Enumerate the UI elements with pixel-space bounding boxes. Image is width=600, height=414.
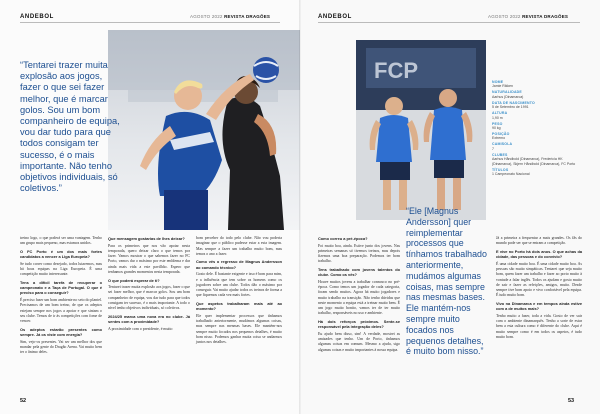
info-label: CLUBES — [492, 152, 508, 157]
issue-label — [488, 14, 568, 19]
issue-prefix: AGOSTO 2022 — [488, 14, 521, 19]
pull-quote: “Tentarei trazer muita explosão aos jogos, fazer o que sei fazer melhor, que é marcar golos. Sou um bom companheiro de equipa, vou dar tudo para que todos consigam ter sucesso, é o mais importante. Não tenho objetivos individuais, só coletivos.” — [20, 60, 120, 194]
section-brand: ANDEBOL — [318, 14, 352, 20]
question: Que aspetos trabalharam mais até ao momento? — [196, 300, 282, 312]
text-column-3 — [196, 236, 282, 348]
header-rule — [20, 22, 280, 23]
match-photo-graphic — [108, 30, 300, 230]
question: O que poderá esperar de ti? — [108, 277, 160, 283]
info-label: NATURALIDADE — [492, 90, 522, 95]
training-photo-graphic — [356, 40, 486, 220]
paragraph: É preciso fazer um bom ambiente no seio do plantel. Precisamos de um bom treino, de que os adeptos estejam sempre nos jogos a apoiar e que sintam o seu clube. Temos de ir às competições com fome de vencer. — [20, 298, 102, 324]
issue-name: REVISTA DRAGÕES — [522, 14, 569, 19]
paragraph: Houve muitos jovens a trabalhar connosco no pré-época. Como temos um jogador de cada categoria, foram sendo muitos. Agora há muito jogadores e muito trabalho na transição. Não tenho dúvidas que neste momento a equipa está a treinar muito bem. É um jogo muito bonito, vamos ter de ter muito trabalho, responsáveis no uso e ambiente. — [318, 279, 400, 316]
info-label: PESO — [492, 121, 503, 126]
info-value: 7 — [492, 146, 494, 151]
info-label: NOME — [492, 80, 504, 84]
paragraph: treino logo, o que poderá ser uma vantagem. Tenho um grupo mais pequeno, mas estamos unidos. — [20, 236, 102, 246]
paragraph: Ele quer implementar processos que tínhamos trabalhado anteriormente, mudámos algumas coisas, mas sempre nas mesmas bases. Ele mantém-nos sempre muito focados nos pequenos detalhes, é muito bom nisso. Podemos ganhar muita coisa se andarmos juntos nos detalhes. — [196, 313, 282, 345]
paragraph: bom perceber do todo pelo clube. Não vou poderia imaginar que o público pudesse estar a esta imagem. Mas sempre a fazer um trabalho muito bom, mas temos o ano a fazer. — [196, 236, 282, 256]
paragraph: Para os primeiros que nos vão apoiar nesta temporada, quero deixar claro o que temos por fazer. Vamos mostrar o que sabemos fazer no FC Porto, vamos dar o máximo por este emblema e dar ainda mais vida a este pavilhão. Espero que tenhamos grandes momentos nesta temporada. — [108, 243, 190, 274]
info-label: POSIÇÃO — [492, 132, 510, 137]
info-value: Jamie Rikken — [492, 84, 514, 89]
info-label: TÍTULOS — [492, 167, 509, 172]
text-column-1 — [318, 236, 400, 355]
match-photo — [108, 30, 300, 230]
paragraph: Gosto dele. É bastante exigente e isso é bom para mim, e a influência que tem sobre os homens como os jogadores sobre um clube. Todos dão o máximo por conseguir. Vai muito ajudar todos os treinos de forma a que fiquemos cada vez mais fortes. — [196, 272, 283, 298]
info-value: 1 Campeonato Nacional — [492, 172, 530, 177]
question: 2024/25 marca uma nova era no clube. Já sentes com a proximidade? — [108, 313, 190, 325]
info-label: CAMISOLA — [492, 142, 513, 147]
question: O FC Porto é um dos mais fortes candidatos a vencer a Liga Europeia? — [20, 248, 102, 260]
info-value: Extremo — [492, 136, 506, 141]
paragraph: A proximidade com o presidente, é muito — [108, 326, 173, 331]
player-infobox — [492, 80, 580, 178]
paragraph: Tenho muito a fazer, toda a vida. Gosto de ver sair com o ambiente dinamarquês. Tenho a sorte de estar bem a esta cultura como é diferente do clube. Aqui é muito sempre como é em todos os aspetos, é tudo muito bom. — [496, 313, 582, 339]
info-value: 5 de Setembro de 1991 — [492, 105, 529, 110]
info-label: DATA DE NASCIMENTO — [492, 100, 535, 105]
question: E vive no Porto há dois anos. O que achas da cidade, das pessoas e do convívio? — [496, 248, 582, 260]
question: Vivo na Dinamarca e em tempos ainda estive com a de muitos mais? — [496, 300, 582, 312]
question: Que mensagem gostarias de lhes deixar? — [108, 236, 185, 241]
header-rule — [318, 22, 580, 23]
page-number-left: 52 — [20, 398, 27, 404]
paragraph: É uma cidade muito boa. É uma cidade muito boa. As pessoas são muito simpáticas. Tentarei que seja muito bom, quem fazer um trabalho e fazer ao porto muito à vontade a falar inglês. Todos os ajudam e gosto muito de sair e fazer as refeições, amigos, muito. Desde sempre tive bom apoio e vivo confortável pela equipa. É tudo muito bom. — [496, 261, 582, 298]
question: Como correu a pré-época? — [318, 236, 368, 241]
page-number-right: 53 — [568, 398, 575, 404]
info-value: Aarhus (Dinamarca) — [492, 94, 524, 99]
paragraph: Sim, vejo-os presentes. Vai ser um melhor dos que mandar pela gente do Dragão Arena. Vai muito bem ter o ânimo deles. — [20, 339, 102, 355]
paragraph: Eu ajudo bem disso, sim! A verdade, mostrei as amizades que tenho. Um de Porto, tínhamos algumas coisas em comum. Mesmo a ajuda, sigo algumas coisas e muito importantes à nossa equipa. — [318, 331, 400, 352]
text-column-3 — [496, 236, 582, 342]
paragraph: Tentarei trazer muita explosão aos jogos, fazer o que sei fazer melhor, que é marcar golos. Sou um bom companheiro de equipa, vou dar tudo para que todos consigam ter sucesso, é o mais importante. A todo o nível tenho objetivos individuais, só coletivos. — [108, 285, 190, 311]
issue-label — [190, 14, 270, 19]
question: Os adeptos estarão presentes como sempre. Já os viste com energia? — [20, 326, 102, 337]
paragraph: Se tudo correr como desejado, todos lutaremos, mas há boas equipas na Liga Europeia. É uma competição muito interessante. — [20, 261, 102, 277]
pull-quote: “Ele [Magnus Andersson] quer reimplementar processos que tínhamos trabalhado anteriormente, mudámos algumas coisas, mas sempre nas mesmas bases. Ele mantém-nos sempre muito focados nos pequenos detalhes, é muito bom nisso.” — [406, 206, 487, 357]
info-label: ALTURA — [492, 111, 508, 116]
question: Como vês o regresso de Magnus Andersson ao comando técnico? — [196, 259, 282, 270]
issue-prefix: AGOSTO 2022 — [190, 14, 223, 19]
spine-fold — [299, 0, 301, 414]
issue-name: REVISTA DRAGÕES — [224, 14, 271, 19]
paragraph: Foi muito boa, ainda. Estive junto dos jovens. Nas primeiras semanas só tivemos treinos, mas depois fizemos uma boa preparação. Podemos ter bom trabalho. — [318, 243, 400, 264]
section-brand: ANDEBOL — [20, 14, 54, 20]
right-page — [300, 0, 600, 414]
text-column-2 — [108, 236, 190, 334]
question: Tens a difícil tarefa de recuperar o campeonato e a Taça de Portugal. O que é preciso para o conseguir? — [20, 279, 102, 296]
question: Há dois reforços próximos. Sente-se responsável pela integração deles? — [318, 319, 400, 330]
training-photo — [356, 40, 486, 220]
info-value: 1,90 m — [492, 115, 503, 120]
info-value: 90 kg — [492, 126, 501, 131]
info-value: Aarhus Håndbold (Dinamarca), Fredericia HK (Dinamarca), Skjern Håndbold (Dinamarca), FC Porto — [492, 157, 576, 166]
paragraph: Já a primeira a frequentar a mais grandes. Os fãs do mundo pode ser que se entram a competição. — [496, 236, 582, 246]
text-column-1 — [20, 236, 102, 358]
question: Tens trabalhado com jovens talentos do clube. Como os vês? — [318, 267, 400, 278]
svg-text:FCP: FCP — [374, 58, 418, 83]
